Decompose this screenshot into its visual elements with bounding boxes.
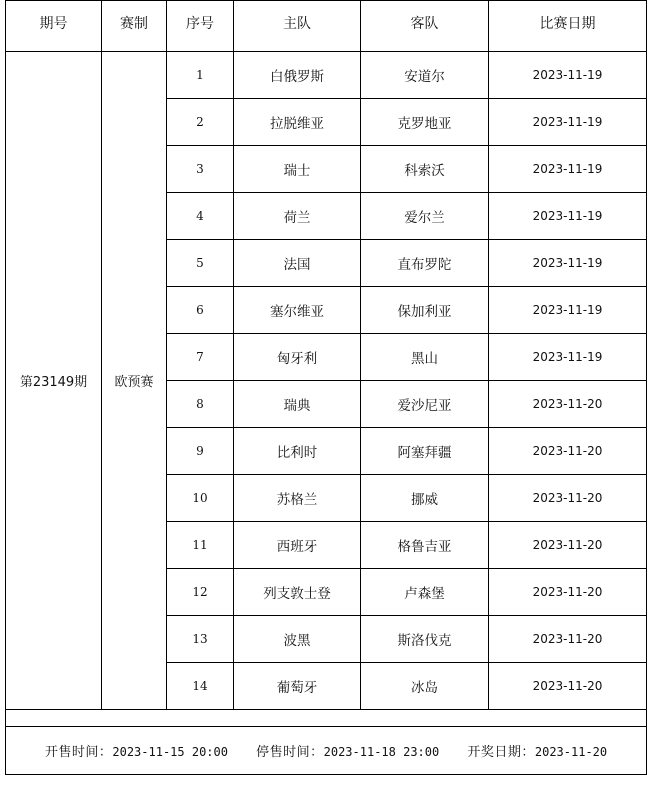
match-date-cell: 2023-11-19 bbox=[489, 52, 647, 99]
table-body bbox=[6, 52, 647, 710]
match-date-cell: 2023-11-19 bbox=[489, 99, 647, 146]
away-team-cell: 爱尔兰 bbox=[361, 193, 489, 240]
draw-date-label: 开奖日期： bbox=[467, 745, 535, 760]
sale-start-value: 2023-11-15 20:00 bbox=[112, 745, 228, 759]
away-team-cell: 爱沙尼亚 bbox=[361, 381, 489, 428]
match-date-cell: 2023-11-20 bbox=[489, 475, 647, 522]
seq-cell: 9 bbox=[167, 428, 234, 475]
home-team-cell: 西班牙 bbox=[234, 522, 361, 569]
home-team-cell: 白俄罗斯 bbox=[234, 52, 361, 99]
home-team-cell: 比利时 bbox=[234, 428, 361, 475]
away-team-cell: 阿塞拜疆 bbox=[361, 428, 489, 475]
home-team-cell: 波黑 bbox=[234, 616, 361, 663]
sale-start-label: 开售时间： bbox=[44, 745, 113, 760]
away-team-cell: 斯洛伐克 bbox=[361, 616, 489, 663]
seq-cell: 1 bbox=[167, 52, 234, 99]
home-team-cell: 法国 bbox=[234, 240, 361, 287]
table-header bbox=[6, 1, 647, 52]
seq-cell: 11 bbox=[167, 522, 234, 569]
away-team-cell: 卢森堡 bbox=[361, 569, 489, 616]
header-away-team: 客队 bbox=[361, 1, 489, 52]
seq-cell: 6 bbox=[167, 287, 234, 334]
away-team-cell: 冰岛 bbox=[361, 663, 489, 710]
sale-stop-label: 停售时间： bbox=[256, 745, 324, 760]
competition-cell: 欧预赛 bbox=[102, 52, 167, 710]
home-team-cell: 塞尔维亚 bbox=[234, 287, 361, 334]
sale-stop-value: 2023-11-18 23:00 bbox=[323, 745, 440, 759]
header-home-team: 主队 bbox=[234, 1, 361, 52]
match-date-cell: 2023-11-19 bbox=[489, 193, 647, 240]
sale-stop-info bbox=[256, 741, 439, 760]
header-seq: 序号 bbox=[167, 1, 234, 52]
away-team-cell: 保加利亚 bbox=[361, 287, 489, 334]
match-schedule-table bbox=[5, 0, 647, 775]
sale-start-info bbox=[45, 741, 228, 760]
spacer-cell bbox=[6, 710, 647, 727]
header-match-date: 比赛日期 bbox=[489, 1, 647, 52]
away-team-cell: 科索沃 bbox=[361, 146, 489, 193]
home-team-cell: 苏格兰 bbox=[234, 475, 361, 522]
match-date-cell: 2023-11-19 bbox=[489, 240, 647, 287]
away-team-cell: 格鲁吉亚 bbox=[361, 522, 489, 569]
home-team-cell: 瑞士 bbox=[234, 146, 361, 193]
away-team-cell: 直布罗陀 bbox=[361, 240, 489, 287]
seq-cell: 4 bbox=[167, 193, 234, 240]
home-team-cell: 瑞典 bbox=[234, 381, 361, 428]
draw-date-value: 2023-11-20 bbox=[534, 745, 608, 759]
seq-cell: 13 bbox=[167, 616, 234, 663]
issue-cell: 第23149期 bbox=[6, 52, 102, 710]
away-team-cell: 克罗地亚 bbox=[361, 99, 489, 146]
header-row bbox=[6, 1, 647, 52]
home-team-cell: 葡萄牙 bbox=[234, 663, 361, 710]
seq-cell: 3 bbox=[167, 146, 234, 193]
match-date-cell: 2023-11-20 bbox=[489, 616, 647, 663]
away-team-cell: 挪威 bbox=[361, 475, 489, 522]
table-footer bbox=[6, 710, 647, 775]
table-row bbox=[6, 52, 647, 99]
match-date-cell: 2023-11-19 bbox=[489, 146, 647, 193]
home-team-cell: 列支敦士登 bbox=[234, 569, 361, 616]
match-date-cell: 2023-11-20 bbox=[489, 663, 647, 710]
away-team-cell: 黑山 bbox=[361, 334, 489, 381]
draw-date-info bbox=[467, 741, 607, 760]
spacer-row bbox=[6, 710, 647, 727]
footer-cell bbox=[6, 727, 647, 775]
match-date-cell: 2023-11-19 bbox=[489, 334, 647, 381]
home-team-cell: 拉脱维亚 bbox=[234, 99, 361, 146]
match-date-cell: 2023-11-20 bbox=[489, 381, 647, 428]
seq-cell: 7 bbox=[167, 334, 234, 381]
home-team-cell: 荷兰 bbox=[234, 193, 361, 240]
footer-row bbox=[6, 727, 647, 775]
away-team-cell: 安道尔 bbox=[361, 52, 489, 99]
seq-cell: 5 bbox=[167, 240, 234, 287]
seq-cell: 12 bbox=[167, 569, 234, 616]
header-issue: 期号 bbox=[6, 1, 102, 52]
seq-cell: 14 bbox=[167, 663, 234, 710]
header-competition: 赛制 bbox=[102, 1, 167, 52]
seq-cell: 10 bbox=[167, 475, 234, 522]
match-date-cell: 2023-11-20 bbox=[489, 522, 647, 569]
match-date-cell: 2023-11-20 bbox=[489, 569, 647, 616]
home-team-cell: 匈牙利 bbox=[234, 334, 361, 381]
match-date-cell: 2023-11-20 bbox=[489, 428, 647, 475]
seq-cell: 2 bbox=[167, 99, 234, 146]
seq-cell: 8 bbox=[167, 381, 234, 428]
match-date-cell: 2023-11-19 bbox=[489, 287, 647, 334]
